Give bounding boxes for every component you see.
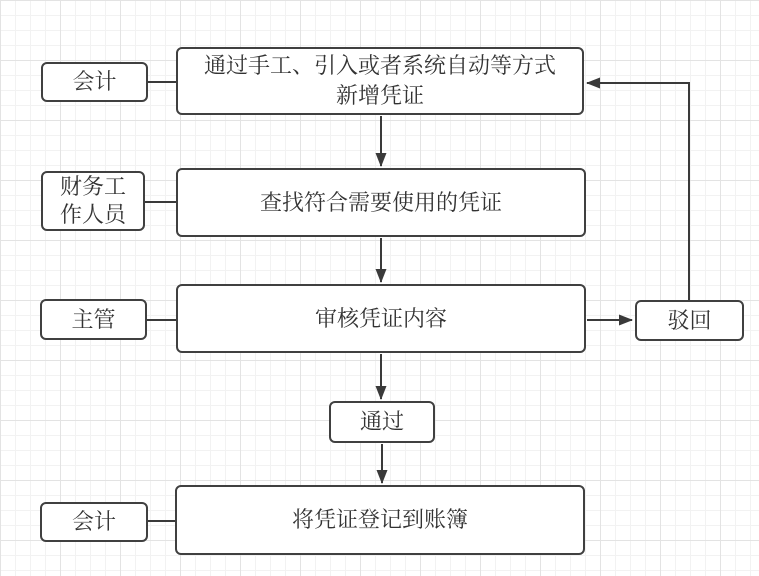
node-add-voucher[interactable]	[176, 47, 584, 115]
node-label: 通过	[359, 409, 404, 434]
node-label: 会计	[72, 69, 117, 94]
node-accountant-top[interactable]	[41, 62, 148, 102]
node-label: 会计	[71, 509, 116, 534]
node-reject[interactable]	[635, 300, 744, 341]
node-pass[interactable]	[329, 401, 435, 443]
connector-reject-to-add-voucher-feedback	[587, 83, 689, 301]
node-label: 查找符合需要使用的凭证	[259, 189, 502, 215]
node-accountant-bottom[interactable]	[40, 502, 148, 542]
node-label: 审核凭证内容	[314, 305, 447, 331]
node-label-line2: 新增凭证	[335, 83, 424, 108]
node-label: 驳回	[667, 307, 712, 333]
node-label: 主管	[71, 306, 116, 332]
node-label: 将凭证登记到账簿	[291, 507, 468, 532]
node-label-line1: 通过手工、引入或者系统自动等方式	[203, 53, 556, 78]
node-review-voucher[interactable]	[176, 284, 586, 353]
node-register-ledger[interactable]	[175, 485, 585, 555]
node-label-line1: 财务工	[59, 174, 126, 199]
node-label-line2: 作人员	[59, 202, 126, 227]
node-finance-staff[interactable]	[41, 171, 145, 231]
node-supervisor[interactable]	[40, 299, 147, 340]
node-find-voucher[interactable]	[176, 168, 586, 237]
